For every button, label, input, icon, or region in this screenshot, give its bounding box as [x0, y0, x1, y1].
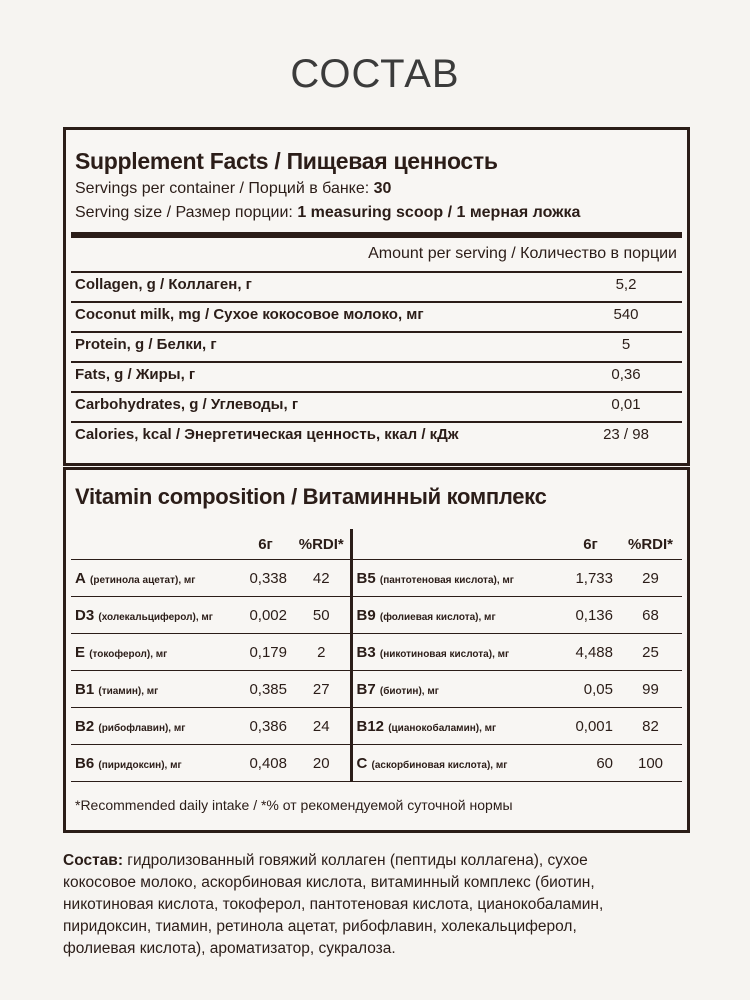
nutrient-label: Fats, g / Жиры, г	[75, 366, 196, 383]
vitamin-row	[71, 560, 682, 597]
nutrient-row	[75, 272, 678, 302]
header-rdi: %RDI*	[293, 529, 351, 560]
serving-size-value: 1 measuring scoop / 1 мерная ложка	[297, 204, 581, 221]
vitamin-rdi: 29	[619, 560, 682, 597]
header-amount: 6г	[238, 529, 293, 560]
nutrient-value: 0,01	[611, 396, 641, 413]
vitamin-name: B7 (биотин), мг	[351, 671, 562, 708]
composition-line: кокосовое молоко, аскорбиновая кислота, витаминный комплекс (биотин,	[63, 874, 595, 891]
nutrient-value: 5	[621, 336, 631, 353]
header-rdi: %RDI*	[619, 529, 682, 560]
nutrient-row	[75, 302, 678, 332]
vitamin-table-header	[71, 529, 682, 560]
supplement-facts-title: Supplement Facts / Пищевая ценность	[75, 148, 498, 174]
nutrient-row	[75, 392, 678, 422]
composition-text	[63, 850, 713, 960]
nutrient-value: 540	[613, 306, 639, 323]
composition-label: Состав:	[63, 852, 123, 869]
page-title: СОСТАВ	[290, 52, 460, 96]
vitamin-name: D3 (холекальциферол), мг	[71, 597, 238, 634]
vitamin-amount: 0,408	[238, 745, 293, 782]
servings-per-container	[75, 180, 391, 198]
vitamin-amount: 0,002	[238, 597, 293, 634]
header-empty	[71, 529, 238, 560]
thick-divider	[71, 232, 682, 238]
vitamin-rdi: 25	[619, 634, 682, 671]
nutrient-row	[75, 332, 678, 362]
vitamin-name: B5 (пантотеновая кислота), мг	[351, 560, 562, 597]
vitamin-rdi: 50	[293, 597, 351, 634]
vitamin-name: B3 (никотиновая кислота), мг	[351, 634, 562, 671]
vitamin-rdi: 2	[293, 634, 351, 671]
header-amount: 6г	[562, 529, 619, 560]
nutrient-label: Coconut milk, mg / Сухое кокосовое молоко, мг	[75, 306, 424, 323]
vitamin-row	[71, 597, 682, 634]
vitamin-row	[71, 634, 682, 671]
nutrient-row	[75, 362, 678, 392]
composition-line: никотиновая кислота, токоферол, пантотеновая кислота, цианокобаламин,	[63, 896, 604, 913]
vitamin-rdi: 20	[293, 745, 351, 782]
vitamin-amount: 0,386	[238, 708, 293, 745]
nutrient-label: Protein, g / Белки, г	[75, 336, 217, 353]
rdi-footnote: *Recommended daily intake / *% от рекомендуемой суточной нормы	[75, 797, 513, 813]
composition-line: пиридоксин, тиамин, ретинола ацетат, рибофлавин, холекальциферол,	[63, 918, 577, 935]
nutrient-label: Calories, kcal / Энергетическая ценность, ккал / кДж	[75, 426, 459, 443]
nutrient-row	[75, 422, 678, 452]
serving-size	[75, 204, 580, 222]
vitamin-rdi: 68	[619, 597, 682, 634]
vitamin-amount: 4,488	[562, 634, 619, 671]
vitamin-name: B1 (тиамин), мг	[71, 671, 238, 708]
servings-value: 30	[373, 180, 392, 197]
vitamin-name: E (токоферол), мг	[71, 634, 238, 671]
vitamin-name: B6 (пиридоксин), мг	[71, 745, 238, 782]
vitamin-amount: 0,179	[238, 634, 293, 671]
vitamin-rdi: 82	[619, 708, 682, 745]
amount-per-serving-label: Amount per serving / Количество в порции	[368, 245, 677, 262]
supplement-facts-panel	[63, 127, 690, 466]
nutrient-value: 5,2	[615, 276, 637, 293]
vitamin-name: C (аскорбиновая кислота), мг	[351, 745, 562, 782]
header-empty	[351, 529, 562, 560]
vitamin-amount: 0,001	[562, 708, 619, 745]
vitamin-rdi: 99	[619, 671, 682, 708]
vitamin-row	[71, 745, 682, 782]
nutrient-label: Carbohydrates, g / Углеводы, г	[75, 396, 299, 413]
vitamin-row	[71, 708, 682, 745]
nutrient-value: 23 / 98	[603, 426, 649, 443]
vitamin-amount: 0,136	[562, 597, 619, 634]
vitamin-rdi: 24	[293, 708, 351, 745]
vitamin-table	[71, 529, 682, 782]
nutrient-value: 0,36	[611, 366, 641, 383]
vitamin-composition-panel	[63, 467, 690, 833]
vitamin-amount: 0,05	[562, 671, 619, 708]
vitamin-name: A (ретинола ацетат), мг	[71, 560, 238, 597]
vitamin-name: B12 (цианокобаламин), мг	[351, 708, 562, 745]
vitamin-name: B9 (фолиевая кислота), мг	[351, 597, 562, 634]
vitamin-row	[71, 671, 682, 708]
vitamin-rdi: 42	[293, 560, 351, 597]
vitamin-name: B2 (рибофлавин), мг	[71, 708, 238, 745]
nutrient-label: Collagen, g / Коллаген, г	[75, 276, 252, 293]
vitamin-amount: 0,338	[238, 560, 293, 597]
vitamin-amount: 1,733	[562, 560, 619, 597]
vitamin-composition-title: Vitamin composition / Витаминный комплекс	[75, 484, 547, 509]
vitamin-amount: 0,385	[238, 671, 293, 708]
serving-size-label: Serving size / Размер порции:	[75, 204, 298, 221]
composition-line: гидролизованный говяжий коллаген (пептиды коллагена), сухое	[122, 852, 588, 869]
vitamin-rdi: 100	[619, 745, 682, 782]
vitamin-rdi: 27	[293, 671, 351, 708]
vitamin-amount: 60	[562, 745, 619, 782]
servings-label: Servings per container / Порций в банке:	[75, 180, 374, 197]
composition-line: фолиевая кислота), ароматизатор, сукралоза.	[63, 940, 396, 957]
